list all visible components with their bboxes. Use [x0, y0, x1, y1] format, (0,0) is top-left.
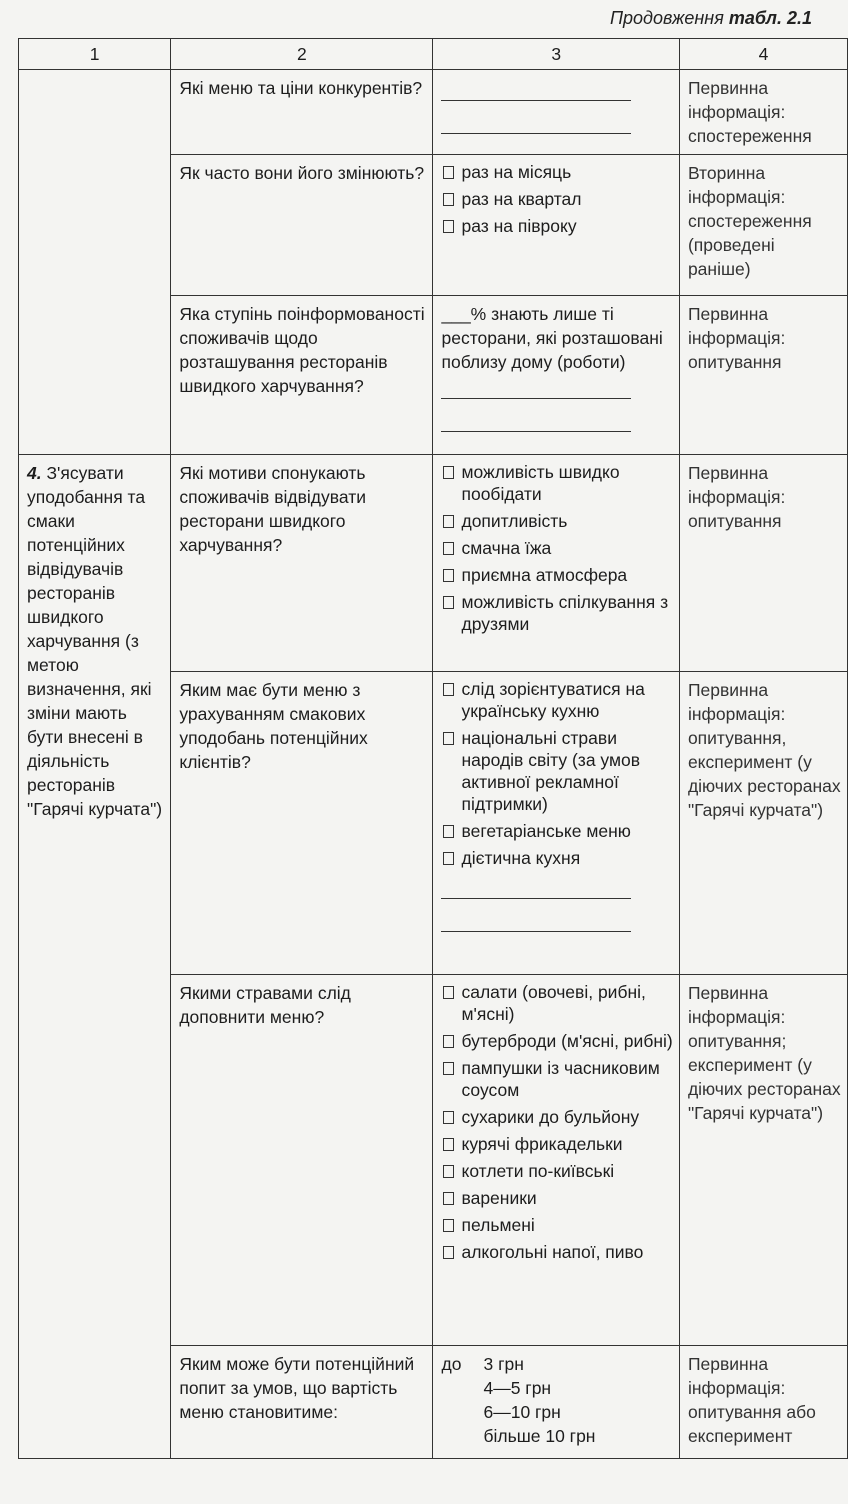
goal-cell: 4. З'ясувати уподобання та смаки потенційних відвідувачів ресторанів швидкого харчування (з метою визначення, які зміни мають бути внесені в діяльність ресторанів "Гарячі курчата") [19, 455, 171, 1459]
price-option: 6—10 грн [483, 1402, 561, 1422]
question-cell: Які меню та ціни конкурентів? [171, 70, 433, 155]
checkbox-icon [443, 1138, 454, 1151]
price-option: більше 10 грн [483, 1426, 596, 1446]
answers-cell [433, 672, 679, 975]
checkbox-option[interactable]: раз на квартал [441, 188, 672, 210]
checkbox-icon [443, 466, 454, 479]
checkbox-option[interactable]: вегетаріанське меню [441, 820, 672, 842]
blank-line [441, 407, 631, 432]
question-cell: Яка ступінь поінформованості споживачів щодо розташування ресторанів швидкого харчування? [171, 296, 433, 455]
column-header: 1 [19, 39, 171, 70]
checkbox-icon [443, 166, 454, 179]
checkbox-option[interactable]: раз на місяць [441, 161, 672, 183]
blank-line [441, 76, 631, 101]
checkbox-icon [443, 825, 454, 838]
answers-cell [433, 155, 679, 296]
answer-text: ___% знають лише ті ресторани, які розташовані поблизу дому (роботи) [441, 304, 663, 372]
source-cell: Первинна інформація: опитування [679, 296, 847, 455]
question-cell: Які мотиви спонукають споживачів відвідувати ресторани швидкого харчування? [171, 455, 433, 672]
blank-line [441, 907, 631, 932]
checkbox-option[interactable]: пельмені [441, 1214, 672, 1236]
checkbox-icon [443, 1035, 454, 1048]
checkbox-icon [443, 569, 454, 582]
source-cell: Первинна інформація: опитування [679, 455, 847, 672]
price-option: до 3 грн [441, 1354, 524, 1374]
answers-cell [433, 455, 679, 672]
checkbox-option[interactable]: бутерброди (м'ясні, рибні) [441, 1030, 672, 1052]
checkbox-option[interactable]: допитливість [441, 510, 672, 532]
checkbox-option[interactable]: можливість швидко пообідати [441, 461, 672, 505]
checkbox-option[interactable]: раз на півроку [441, 215, 672, 237]
checkbox-option[interactable]: алкогольні напої, пиво [441, 1241, 672, 1263]
checkbox-icon [443, 1165, 454, 1178]
checkbox-option[interactable]: котлети по-київські [441, 1160, 672, 1182]
blank-line [441, 109, 631, 134]
checkbox-icon [443, 1219, 454, 1232]
checkbox-option[interactable]: національні страви народів світу (за умов активної рекламної підтримки) [441, 727, 672, 815]
price-option: 4—5 грн [483, 1378, 552, 1398]
checkbox-icon [443, 852, 454, 865]
goal-cell-empty [19, 70, 171, 455]
question-cell: Якими стравами слід доповнити меню? [171, 975, 433, 1346]
blank-line [441, 374, 631, 399]
checkbox-icon [443, 193, 454, 206]
checkbox-option[interactable]: можливість спілкування з друзями [441, 591, 672, 635]
checkbox-icon [443, 220, 454, 233]
checkbox-icon [443, 515, 454, 528]
table-continuation-caption: Продовження табл. 2.1 [609, 8, 812, 28]
checkbox-icon [443, 1246, 454, 1259]
table-row [19, 70, 848, 155]
checkbox-option[interactable]: пампушки із часниковим соусом [441, 1057, 672, 1101]
column-header: 3 [433, 39, 679, 70]
source-cell: Первинна інформація: спостереження [679, 70, 847, 155]
checkbox-option[interactable]: слід зорієнтуватися на українську кухню [441, 678, 672, 722]
checkbox-icon [443, 1111, 454, 1124]
checkbox-icon [443, 732, 454, 745]
checkbox-option[interactable]: салати (овочеві, рибні, м'ясні) [441, 981, 672, 1025]
checkbox-icon [443, 1192, 454, 1205]
blank-line [441, 874, 631, 899]
source-cell: Первинна інформація: опитування; експеримент (у діючих ресторанах "Гарячі курчата") [679, 975, 847, 1346]
checkbox-icon [443, 683, 454, 696]
checkbox-option[interactable]: курячі фрикадельки [441, 1133, 672, 1155]
checkbox-icon [443, 986, 454, 999]
answers-cell [433, 1346, 679, 1459]
checkbox-option[interactable]: приємна атмосфера [441, 564, 672, 586]
column-header: 4 [679, 39, 847, 70]
question-cell: Яким може бути потенційний попит за умов, що вартість меню становитиме: [171, 1346, 433, 1459]
question-cell: Яким має бути меню з урахуванням смакових уподобань потенційних клієнтів? [171, 672, 433, 975]
header-row [19, 39, 848, 70]
checkbox-icon [443, 542, 454, 555]
research-table [18, 38, 848, 1459]
checkbox-option[interactable]: сухарики до бульйону [441, 1106, 672, 1128]
answers-cell [433, 975, 679, 1346]
column-header: 2 [171, 39, 433, 70]
checkbox-icon [443, 1062, 454, 1075]
checkbox-option[interactable]: смачна їжа [441, 537, 672, 559]
source-cell: Первинна інформація: опитування, експеримент (у діючих ресторанах "Гарячі курчата") [679, 672, 847, 975]
table-row [19, 455, 848, 672]
checkbox-option[interactable]: вареники [441, 1187, 672, 1209]
source-cell: Вторинна інформація: спостереження (проведені раніше) [679, 155, 847, 296]
checkbox-icon [443, 596, 454, 609]
question-cell: Як часто вони його змінюють? [171, 155, 433, 296]
answers-cell [433, 296, 679, 455]
checkbox-option[interactable]: дієтична кухня [441, 847, 672, 869]
source-cell: Первинна інформація: опитування або експеримент [679, 1346, 847, 1459]
answers-cell [433, 70, 679, 155]
